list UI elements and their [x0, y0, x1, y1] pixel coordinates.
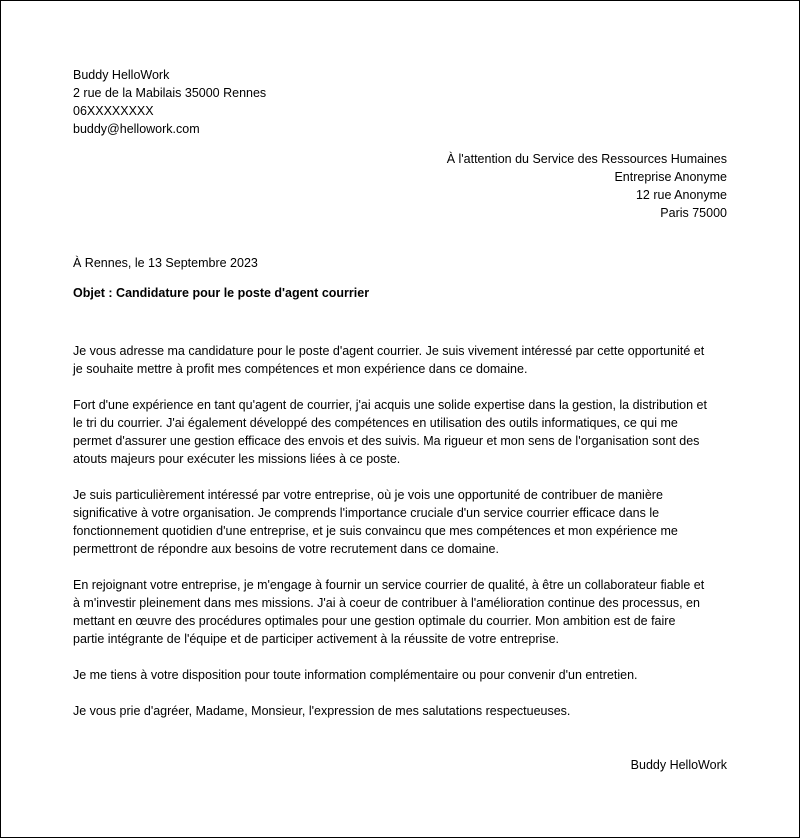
sender-email: buddy@hellowork.com	[73, 122, 200, 136]
sender-address: 2 rue de la Mabilais 35000 Rennes	[73, 86, 267, 100]
sender-name: Buddy HelloWork	[73, 68, 170, 82]
paragraph-line: permet d'assurer une gestion efficace des envois et des suivis. Ma rigueur et mon sens de l'organisation sont des	[73, 434, 700, 448]
body-paragraph	[73, 342, 733, 378]
paragraph-line: En rejoignant votre entreprise, je m'engage à fournir un service courrier de qualité, à être un collaborateur fiable et	[73, 578, 705, 592]
signature: Buddy HelloWork	[630, 758, 727, 772]
date-line: À Rennes, le 13 Septembre 2023	[73, 256, 258, 270]
paragraph-line: mettant en œuvre des procédures optimales pour une gestion optimale du courrier. Mon ambition est de faire	[73, 614, 676, 628]
recipient-company: Entreprise Anonyme	[614, 170, 727, 184]
paragraph-line: Fort d'une expérience en tant qu'agent de courrier, j'ai acquis une solide expertise dans la gestion, la distribution et	[73, 398, 707, 412]
paragraph-line: le tri du courrier. J'ai également développé des compétences en utilisation des outils informatiques, ce qui me	[73, 416, 678, 430]
body-paragraph	[73, 666, 733, 684]
recipient-attention: À l'attention du Service des Ressources Humaines	[446, 152, 727, 166]
subject-line: Objet : Candidature pour le poste d'agent courrier	[73, 286, 370, 300]
paragraph-line: Je vous prie d'agréer, Madame, Monsieur, l'expression de mes salutations respectueuses.	[73, 704, 571, 718]
paragraph-line: Je suis particulièrement intéressé par votre entreprise, où je vois une opportunité de contribuer de manière	[73, 488, 663, 502]
paragraph-line: Je vous adresse ma candidature pour le poste d'agent courrier. Je suis vivement intéressé par cette opportunité et	[73, 344, 705, 358]
paragraph-line: à m'investir pleinement dans mes missions. J'ai à coeur de contribuer à l'amélioration continue des processus, en	[73, 596, 700, 610]
paragraph-line: significative à votre organisation. Je comprends l'importance cruciale d'un service courrier efficace dans le	[73, 506, 660, 520]
body-paragraph	[73, 576, 733, 648]
body-paragraph	[73, 396, 733, 468]
recipient-city: Paris 75000	[660, 206, 727, 220]
paragraph-line: partie intégrante de l'équipe et de participer activement à la réussite de votre entreprise.	[73, 632, 559, 646]
closing-paragraph	[73, 702, 733, 720]
paragraph-line: je souhaite mettre à profit mes compétences et mon expérience dans ce domaine.	[73, 362, 528, 376]
paragraph-line: atouts majeurs pour exécuter les missions liées à ce poste.	[73, 452, 401, 466]
sender-phone: 06XXXXXXXX	[73, 104, 154, 118]
body-paragraph	[73, 486, 733, 558]
recipient-street: 12 rue Anonyme	[635, 188, 727, 202]
paragraph-line: permettront de répondre aux besoins de votre recrutement dans ce domaine.	[73, 542, 499, 556]
paragraph-line: fonctionnement quotidien d'une entreprise, et je suis convaincu que mes compétences et mon expérience me	[73, 524, 678, 538]
paragraph-line: Je me tiens à votre disposition pour toute information complémentaire ou pour convenir d'un entretien.	[73, 668, 638, 682]
